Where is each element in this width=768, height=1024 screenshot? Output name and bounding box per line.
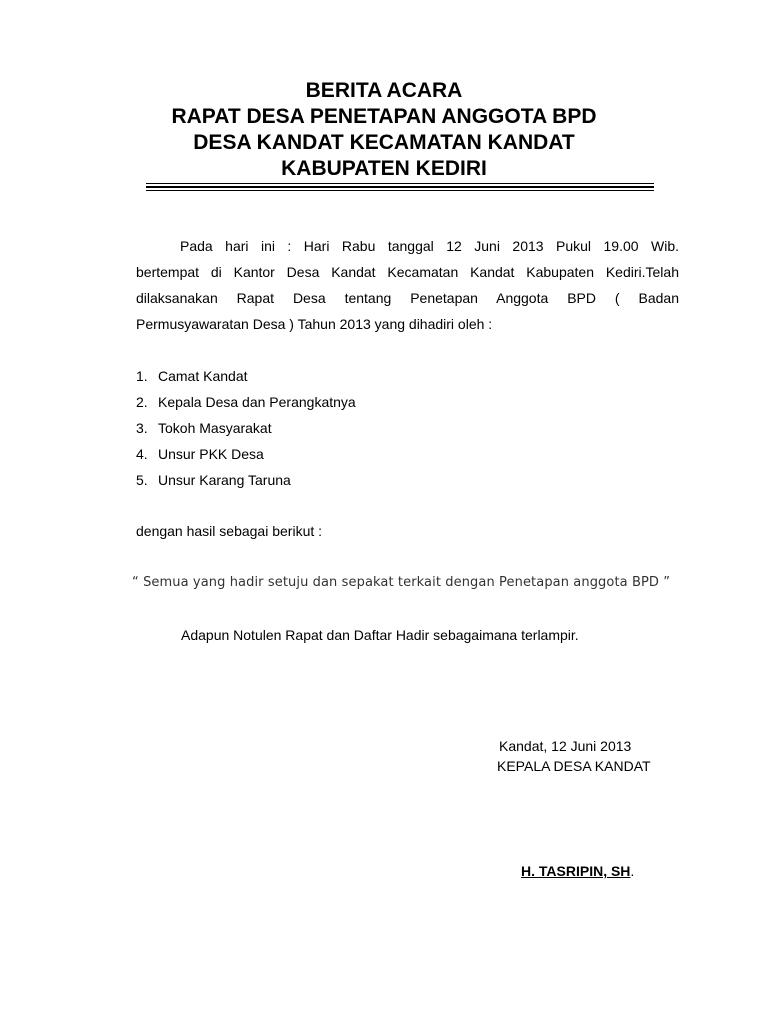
document-title [0, 78, 768, 182]
title-line-2: RAPAT DESA PENETAPAN ANGGOTA BPD [171, 105, 597, 128]
list-item-number: 5. [136, 472, 148, 488]
header-divider-thin-top [146, 183, 654, 184]
signer-name-suffix: . [630, 863, 635, 879]
signer-name: H. TASRIPIN, SH [521, 863, 631, 879]
list-item [136, 389, 356, 415]
signature-block [497, 736, 651, 776]
intro-line-4: Permusyawaratan Desa ) Tahun 2013 yang dihadiri oleh : [136, 316, 493, 332]
signer-block [521, 858, 634, 884]
intro-line-3: dilaksanakan Rapat Desa tentang Penetapan Anggota BPD ( Badan [136, 290, 679, 306]
closing-statement: Adapun Notulen Rapat dan Daftar Hadir sebagaimana terlampir. [181, 627, 579, 643]
list-item-number: 1. [136, 368, 148, 384]
intro-line-1: Pada hari ini : Hari Rabu tanggal 12 Juni 2013 Pukul 19.00 Wib. [180, 238, 679, 254]
list-item-number: 2. [136, 394, 148, 410]
list-item [136, 441, 356, 467]
list-item-number: 4. [136, 446, 148, 462]
header-divider-thick [146, 186, 654, 188]
list-item [136, 363, 356, 389]
list-item-label: Tokoh Masyarakat [158, 420, 272, 436]
title-line-3: DESA KANDAT KECAMATAN KANDAT [193, 131, 575, 154]
meeting-result-quote: “ Semua yang hadir setuju dan sepakat terkait dengan Penetapan anggota BPD ” [132, 575, 671, 590]
list-item-label: Kepala Desa dan Perangkatnya [158, 394, 356, 410]
list-item-label: Unsur PKK Desa [158, 446, 264, 462]
intro-paragraph [136, 233, 679, 337]
result-intro-text: dengan hasil sebagai berikut : [136, 523, 323, 539]
intro-line-2: bertempat di Kantor Desa Kandat Kecamatan Kandat Kabupaten Kediri.Telah [136, 264, 679, 280]
signature-place-date: Kandat, 12 Juni 2013 [499, 738, 632, 754]
list-item [136, 467, 356, 493]
title-line-1: BERITA ACARA [305, 79, 463, 102]
list-item-label: Camat Kandat [158, 368, 248, 384]
list-item-number: 3. [136, 420, 148, 436]
list-item-label: Unsur Karang Taruna [158, 472, 291, 488]
header-divider-thin-bottom [146, 190, 654, 191]
title-line-4: KABUPATEN KEDIRI [281, 157, 487, 180]
list-item [136, 415, 356, 441]
signature-position: KEPALA DESA KANDAT [497, 758, 651, 774]
attendee-list [136, 363, 356, 493]
